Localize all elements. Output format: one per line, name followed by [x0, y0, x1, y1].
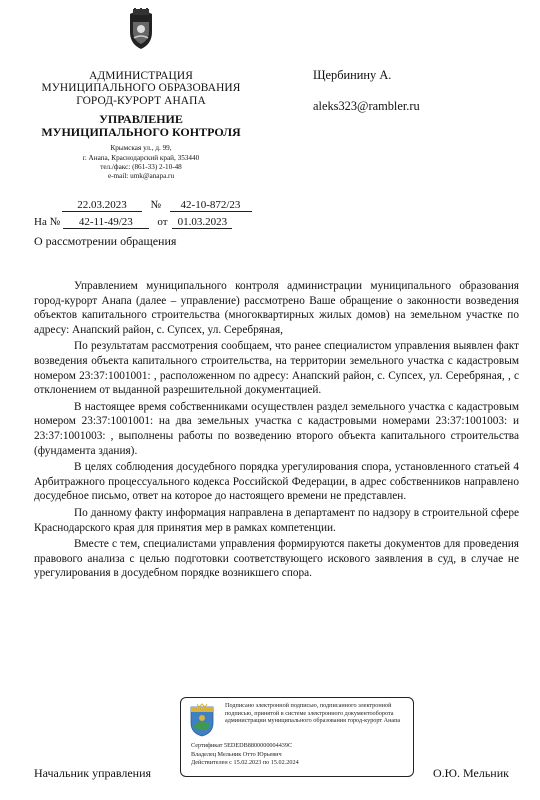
org-line: АДМИНИСТРАЦИЯ	[89, 70, 193, 82]
phone-line: тел./факс: (861-33) 2-10-48	[100, 163, 182, 172]
certificate-validity: Действителен с 15.02.2023 по 15.02.2024	[191, 759, 299, 767]
body-paragraph: В настоящее время собственниками осуществлен раздел земельного участка с кадастровым номером 23:37:1001001: на два земельных участка с кадастровыми номерами 23:37:1001003: и 23:37:1001003: , выполнены работы по возведению второго объекта капитального строительства (фундамента здания).	[34, 400, 519, 457]
body-paragraph: Вместе с тем, специалистами управления формируются пакеты документов для проведения правового анализа с целью подготовки соответствующего искового заявления в суд, в случае не урегулирования в досудебном порядке возникшего спора.	[34, 538, 519, 580]
outgoing-number: 42-10-872/23	[170, 199, 252, 212]
signature-description: Подписано электронной подписью, подписанного электронной подписью, принятой в системе электронного документооборота администрации муниципального образования город-курорт Анапа	[225, 702, 401, 725]
org-line: ГОРОД-КУРОРТ АНАПА	[76, 94, 206, 107]
department-line: УПРАВЛЕНИЕ	[99, 112, 183, 127]
address-line: г. Анапа, Краснодарский край, 353440	[82, 153, 200, 162]
certificate-number: Сертификат 5EDEDB8800000004439C	[191, 742, 293, 749]
body-paragraph: По результатам рассмотрения сообщаем, что ранее специалистом управления выявлен факт возведения объекта капитального строительства, на территории земельного участка с кадастровым номером 23:37:1001001: , расположенном по адресу: Анапский район, с. Супсех, ул. Серебряная, , с отклонением от выданной разрешительной документацией.	[34, 340, 519, 397]
org-email-line: e-mail: umk@anapa.ru	[107, 172, 175, 181]
recipient-email: aleks323@rambler.ru	[313, 99, 420, 113]
department-line: МУНИЦИПАЛЬНОГО КОНТРОЛЯ	[41, 125, 241, 140]
body-paragraph: В целях соблюдения досудебного порядка урегулирования спора, установленного статьей 4 Арбитражного процессуального кодекса Российской Федерации, в адрес собственников направлено досудебное письмо, ответ на которое до настоящего времени не представлен.	[34, 461, 519, 503]
certificate-details	[191, 742, 407, 768]
reply-date: 01.03.2023	[172, 216, 232, 229]
body-paragraph: Управлением муниципального контроля администрации муниципального образования город-курорт Анапа (далее – управление) рассмотрено Ваше обращение о законности возведения объектов капитального строительства (многоквартирных жилых домов) на земельном участке по адресу: Анапский район, с. Супсех, ул. Серебряная,	[34, 280, 519, 336]
signatory-role: Начальник управления	[34, 766, 152, 780]
electronic-signature-stamp	[180, 697, 414, 777]
department-name	[30, 113, 252, 139]
letter-body	[34, 279, 519, 583]
body-paragraph: По данному факту информация направлена в департамент по надзору в строительной сфере Краснодарского края для принятия мер в рамках компетенции.	[34, 506, 519, 534]
reply-number: 42-11-49/23	[63, 216, 149, 229]
org-line: МУНИЦИПАЛЬНОГО ОБРАЗОВАНИЯ	[41, 82, 241, 95]
organization-header	[30, 70, 252, 182]
coat-of-arms-icon	[189, 703, 215, 737]
subject-line: О рассмотрении обращения	[34, 234, 177, 248]
certificate-owner: Владелец Мельник Отто Юрьевич	[191, 750, 282, 758]
reply-reference	[34, 216, 232, 229]
address-line: Крымская ул., д. 99,	[110, 144, 172, 153]
recipient-name: Щербинину А.	[313, 68, 392, 82]
reply-prefix: На №	[34, 216, 61, 228]
outgoing-date: 22.03.2023	[62, 199, 142, 212]
contact-block	[30, 144, 252, 182]
signatory-name: О.Ю. Мельник	[433, 766, 509, 780]
coat-of-arms-icon	[124, 8, 158, 50]
reply-from-label: от	[157, 216, 168, 228]
outgoing-registration	[62, 199, 252, 212]
number-label: №	[150, 199, 161, 211]
